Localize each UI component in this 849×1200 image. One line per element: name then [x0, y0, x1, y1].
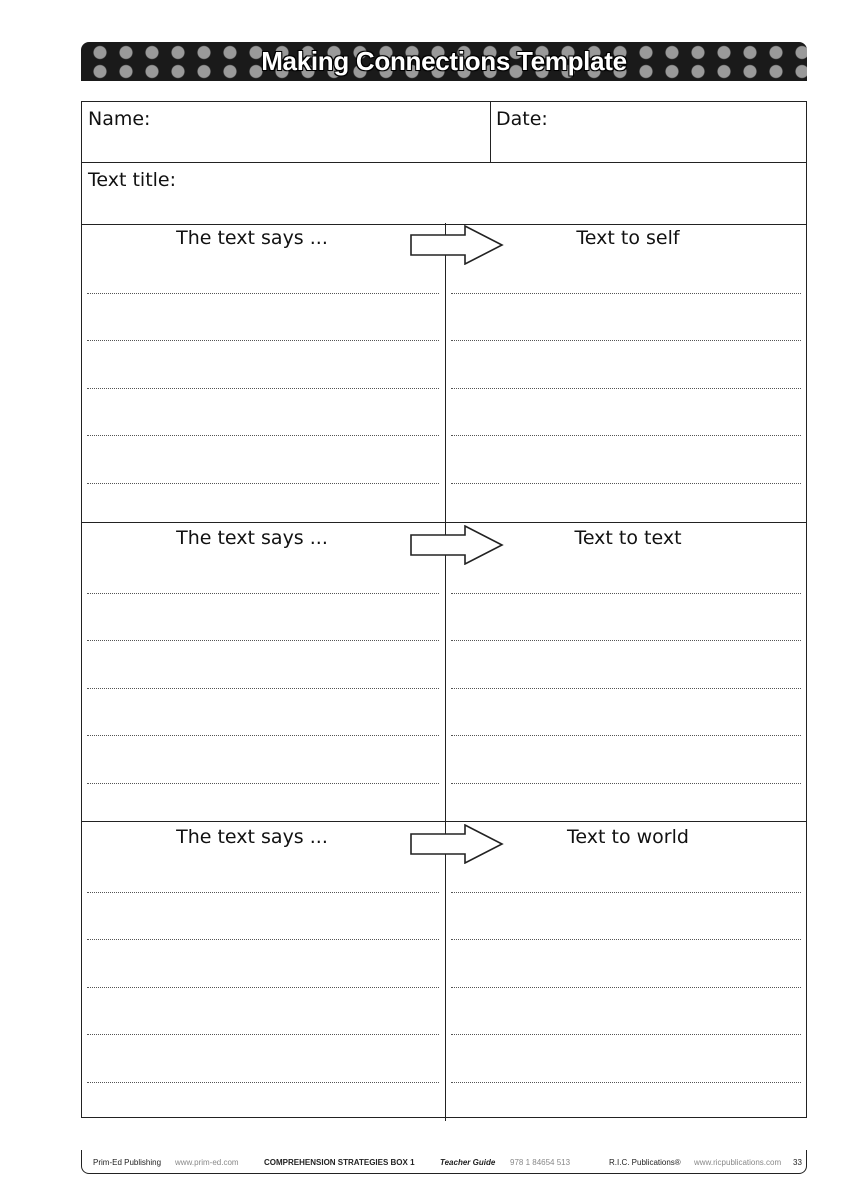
writing-line[interactable] [451, 388, 801, 389]
writing-line[interactable] [87, 1034, 439, 1035]
writing-line[interactable] [451, 987, 801, 988]
writing-line[interactable] [451, 640, 801, 641]
column-divider [445, 523, 446, 822]
footer-page-number: 33 [793, 1158, 802, 1167]
title-banner [81, 42, 807, 81]
writing-line[interactable] [87, 1082, 439, 1083]
writing-line[interactable] [87, 783, 439, 784]
page-footer [81, 1150, 807, 1174]
connection-section [82, 522, 806, 822]
writing-line[interactable] [87, 483, 439, 484]
text-title-label: Text title: [88, 169, 177, 191]
date-label: Date: [496, 108, 548, 130]
writing-line[interactable] [451, 340, 801, 341]
writing-line[interactable] [87, 688, 439, 689]
writing-line[interactable] [87, 593, 439, 594]
column-divider [445, 822, 446, 1121]
writing-line[interactable] [87, 640, 439, 641]
footer-website-left: www.prim-ed.com [175, 1158, 239, 1167]
page-title: Making Connections Template [261, 46, 627, 76]
date-field[interactable] [490, 102, 806, 162]
name-field[interactable] [82, 102, 491, 162]
writing-line[interactable] [451, 939, 801, 940]
footer-website-right: www.ricpublications.com [694, 1158, 782, 1167]
writing-line[interactable] [87, 987, 439, 988]
writing-line[interactable] [87, 435, 439, 436]
footer-isbn: 978 1 84654 513 [510, 1158, 571, 1167]
text-says-heading: The text says ... [176, 227, 328, 249]
connection-heading: Text to self [576, 227, 680, 249]
writing-line[interactable] [451, 1034, 801, 1035]
arrow-right-icon [410, 225, 504, 265]
connection-section [82, 821, 806, 1121]
connection-heading: Text to text [574, 527, 682, 549]
text-says-heading: The text says ... [176, 826, 328, 848]
footer-publisher-left: Prim-Ed Publishing [93, 1158, 162, 1167]
footer-series: COMPREHENSION STRATEGIES BOX 1 [264, 1158, 415, 1167]
connection-section [82, 223, 806, 522]
writing-line[interactable] [451, 892, 801, 893]
name-label: Name: [88, 108, 151, 130]
writing-line[interactable] [451, 593, 801, 594]
writing-line[interactable] [87, 293, 439, 294]
connection-heading: Text to world [567, 826, 689, 848]
writing-line[interactable] [451, 783, 801, 784]
footer-publisher-right: R.I.C. Publications® [609, 1158, 681, 1167]
writing-line[interactable] [451, 1082, 801, 1083]
worksheet-table [81, 101, 807, 1118]
writing-line[interactable] [451, 293, 801, 294]
writing-line[interactable] [87, 892, 439, 893]
arrow-right-icon [410, 824, 504, 864]
writing-line[interactable] [451, 688, 801, 689]
text-says-heading: The text says ... [176, 527, 328, 549]
column-divider [445, 223, 446, 522]
writing-line[interactable] [451, 483, 801, 484]
footer-guide: Teacher Guide [440, 1158, 496, 1167]
arrow-right-icon [410, 525, 504, 565]
writing-line[interactable] [87, 735, 439, 736]
text-title-field[interactable] [82, 162, 806, 225]
writing-line[interactable] [451, 435, 801, 436]
writing-line[interactable] [87, 340, 439, 341]
writing-line[interactable] [451, 735, 801, 736]
writing-line[interactable] [87, 939, 439, 940]
writing-line[interactable] [87, 388, 439, 389]
